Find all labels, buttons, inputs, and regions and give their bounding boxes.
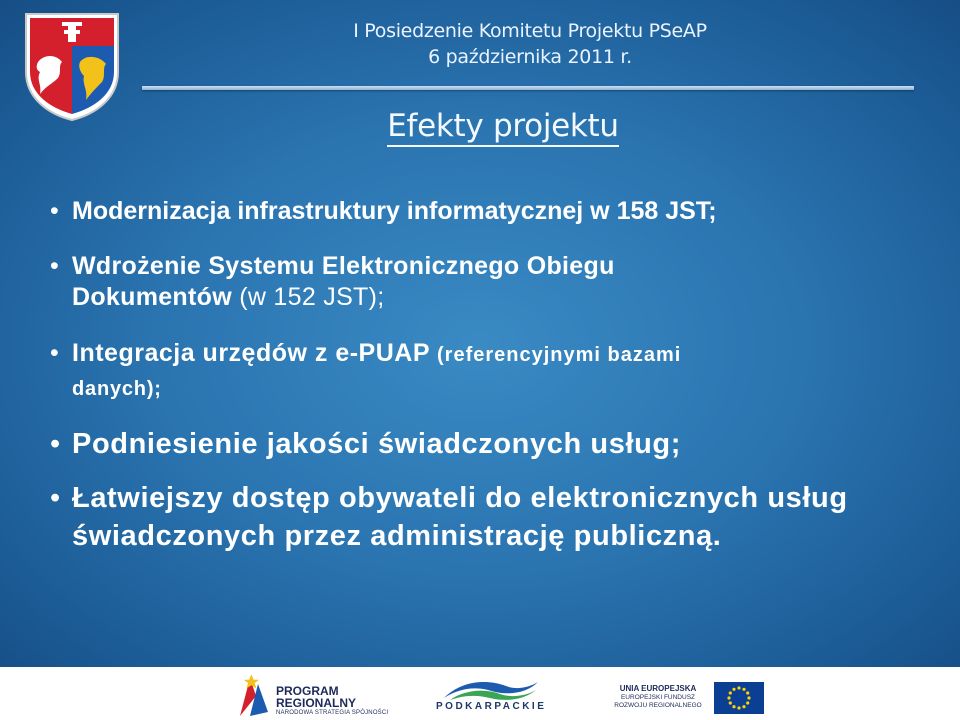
bullet-dot-icon: • xyxy=(50,339,60,367)
program-regionalny-logo-icon xyxy=(236,672,272,718)
bullet-text: Modernizacja infrastruktury informatycznej w 158 JST; xyxy=(72,197,717,225)
bullet-text: danych); xyxy=(72,378,162,400)
bullet-item xyxy=(50,337,930,405)
bullet-text: Wdrożenie Systemu Elektronicznego Obiegu xyxy=(72,252,615,280)
bullet-text: Dokumentów xyxy=(72,283,232,311)
program-line3: NARODOWA STRATEGIA SPÓJNOŚCI xyxy=(276,710,389,716)
slide-title-text: Efekty projektu xyxy=(387,108,619,147)
bullet-text: Łatwiejszy dostęp obywateli do elektronicznych usług xyxy=(72,482,848,514)
bullet-dot-icon: • xyxy=(50,252,60,280)
slide-header xyxy=(310,18,750,70)
bullet-text: (w 152 JST); xyxy=(231,283,385,311)
eu-flag-icon xyxy=(714,682,764,714)
bullet-item xyxy=(50,196,930,226)
podkarpackie-text: PODKARPACKIE xyxy=(436,701,547,712)
bullet-text: świadczonych przez administrację publiczną. xyxy=(72,520,722,552)
bullet-text: Podniesienie jakości świadczonych usług; xyxy=(72,428,681,460)
bullet-text: Integracja urzędów z e-PUAP xyxy=(72,339,438,367)
slide-title xyxy=(0,108,960,144)
bullet-dot-icon: • xyxy=(50,428,61,460)
header-divider xyxy=(142,86,914,90)
podkarpackie-logo-icon xyxy=(436,676,546,702)
bullet-text: (referencyjnymi bazami xyxy=(437,344,682,366)
eu-line3: ROZWOJU REGIONALNEGO xyxy=(614,702,702,709)
bullet-dot-icon: • xyxy=(50,197,59,225)
eu-line2: EUROPEJSKI FUNDUSZ xyxy=(620,694,696,701)
coat-of-arms-icon xyxy=(22,10,122,122)
bullet-dot-icon: • xyxy=(50,482,61,514)
bullet-item xyxy=(50,427,930,461)
header-line2: 6 października 2011 r. xyxy=(428,46,632,68)
program-regionalny-text xyxy=(276,685,388,718)
bullet-list xyxy=(50,196,930,555)
eu-line1: UNIA EUROPEJSKA xyxy=(619,684,697,693)
eu-text xyxy=(608,684,708,710)
program-line2: REGIONALNY xyxy=(276,696,357,710)
header-line1: I Posiedzenie Komitetu Projektu PSeAP xyxy=(353,20,707,42)
program-line1: PROGRAM xyxy=(276,684,339,698)
bullet-item xyxy=(50,479,930,555)
bullet-item xyxy=(50,251,930,313)
